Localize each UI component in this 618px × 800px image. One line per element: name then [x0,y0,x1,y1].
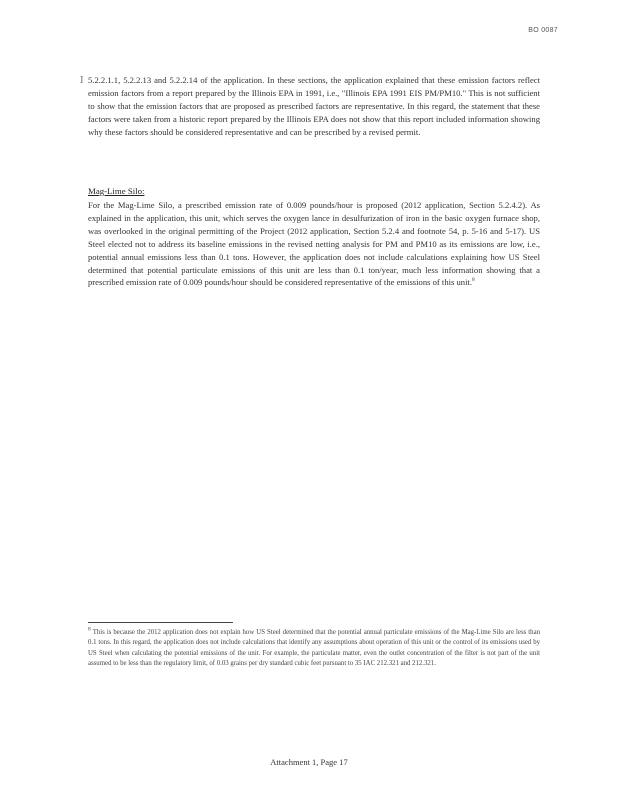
footnote-number: 8 [88,626,91,633]
paragraph-mag-lime-silo [88,199,540,289]
section-heading-mag-lime-silo: Mag-Lime Silo: [88,186,145,196]
footnote [88,628,540,670]
page-footer: Attachment 1, Page 17 [270,757,348,767]
margin-mark: ] [80,74,83,84]
footnote-divider [88,622,233,623]
footnote-reference: 8 [472,277,475,284]
document-id: BO 0087 [528,27,558,34]
paragraph-emission-factors [88,74,540,139]
paragraph-1-text: 5.2.2.1.1, 5.2.2.13 and 5.2.2.14 of the application. In these sections, the application explained that these emission factors reflect emission factors from a report prepared by the Illinois EPA in 1991, i.e., "Illinois EPA 1991 EIS PM/PM10." This is not sufficient to show that the emission factors that are proposed as prescribed factors are representative. In this regard, the statement that these factors were taken from a historic report prepared by the Illinois EPA does not show that this report included information showing why these factors should be considered representative and can be prescribed by a revised permit. [88,75,540,137]
paragraph-2-text: For the Mag-Lime Silo, a prescribed emission rate of 0.009 pounds/hour is proposed (2012 application, Section 5.2.4.2). As explained in the application, this unit, which serves the oxygen lance in desulfurization of iron in the basic oxygen furnace shop, was overlooked in the original permitting of the Project (2012 application, Section 5.2.4 and footnote 54, p. 5-16 and 5-17). US Steel elected not to address its baseline emissions in the revised netting analysis for PM and PM10 as its emissions are low, i.e., potential annual emissions less than 0.1 tons. However, the application does not include calculations explaining how US Steel determined that potential particulate emissions of this unit are less than 0.1 ton/year, much less information showing that a prescribed emission rate of 0.009 pounds/hour should be considered representative of the emissions of this unit. [88,200,540,288]
footnote-text: This is because the 2012 application does not explain how US Steel determined that the potential annual particulate emissions of the Mag-Lime Silo are less than 0.1 tons. In this regard, the application does not include calculations that identify any assumptions about operation of this unit or the control of its emissions used by US Steel when calculating the potential emissions of the unit. For example, the particulate matter, even the outlet concentration of the filter is not part of the unit assumed to be less than the regulatory limit, of 0.03 grains per dry standard cubic feet pursuant to 35 IAC 212.321 and 212.321. [88,629,541,668]
